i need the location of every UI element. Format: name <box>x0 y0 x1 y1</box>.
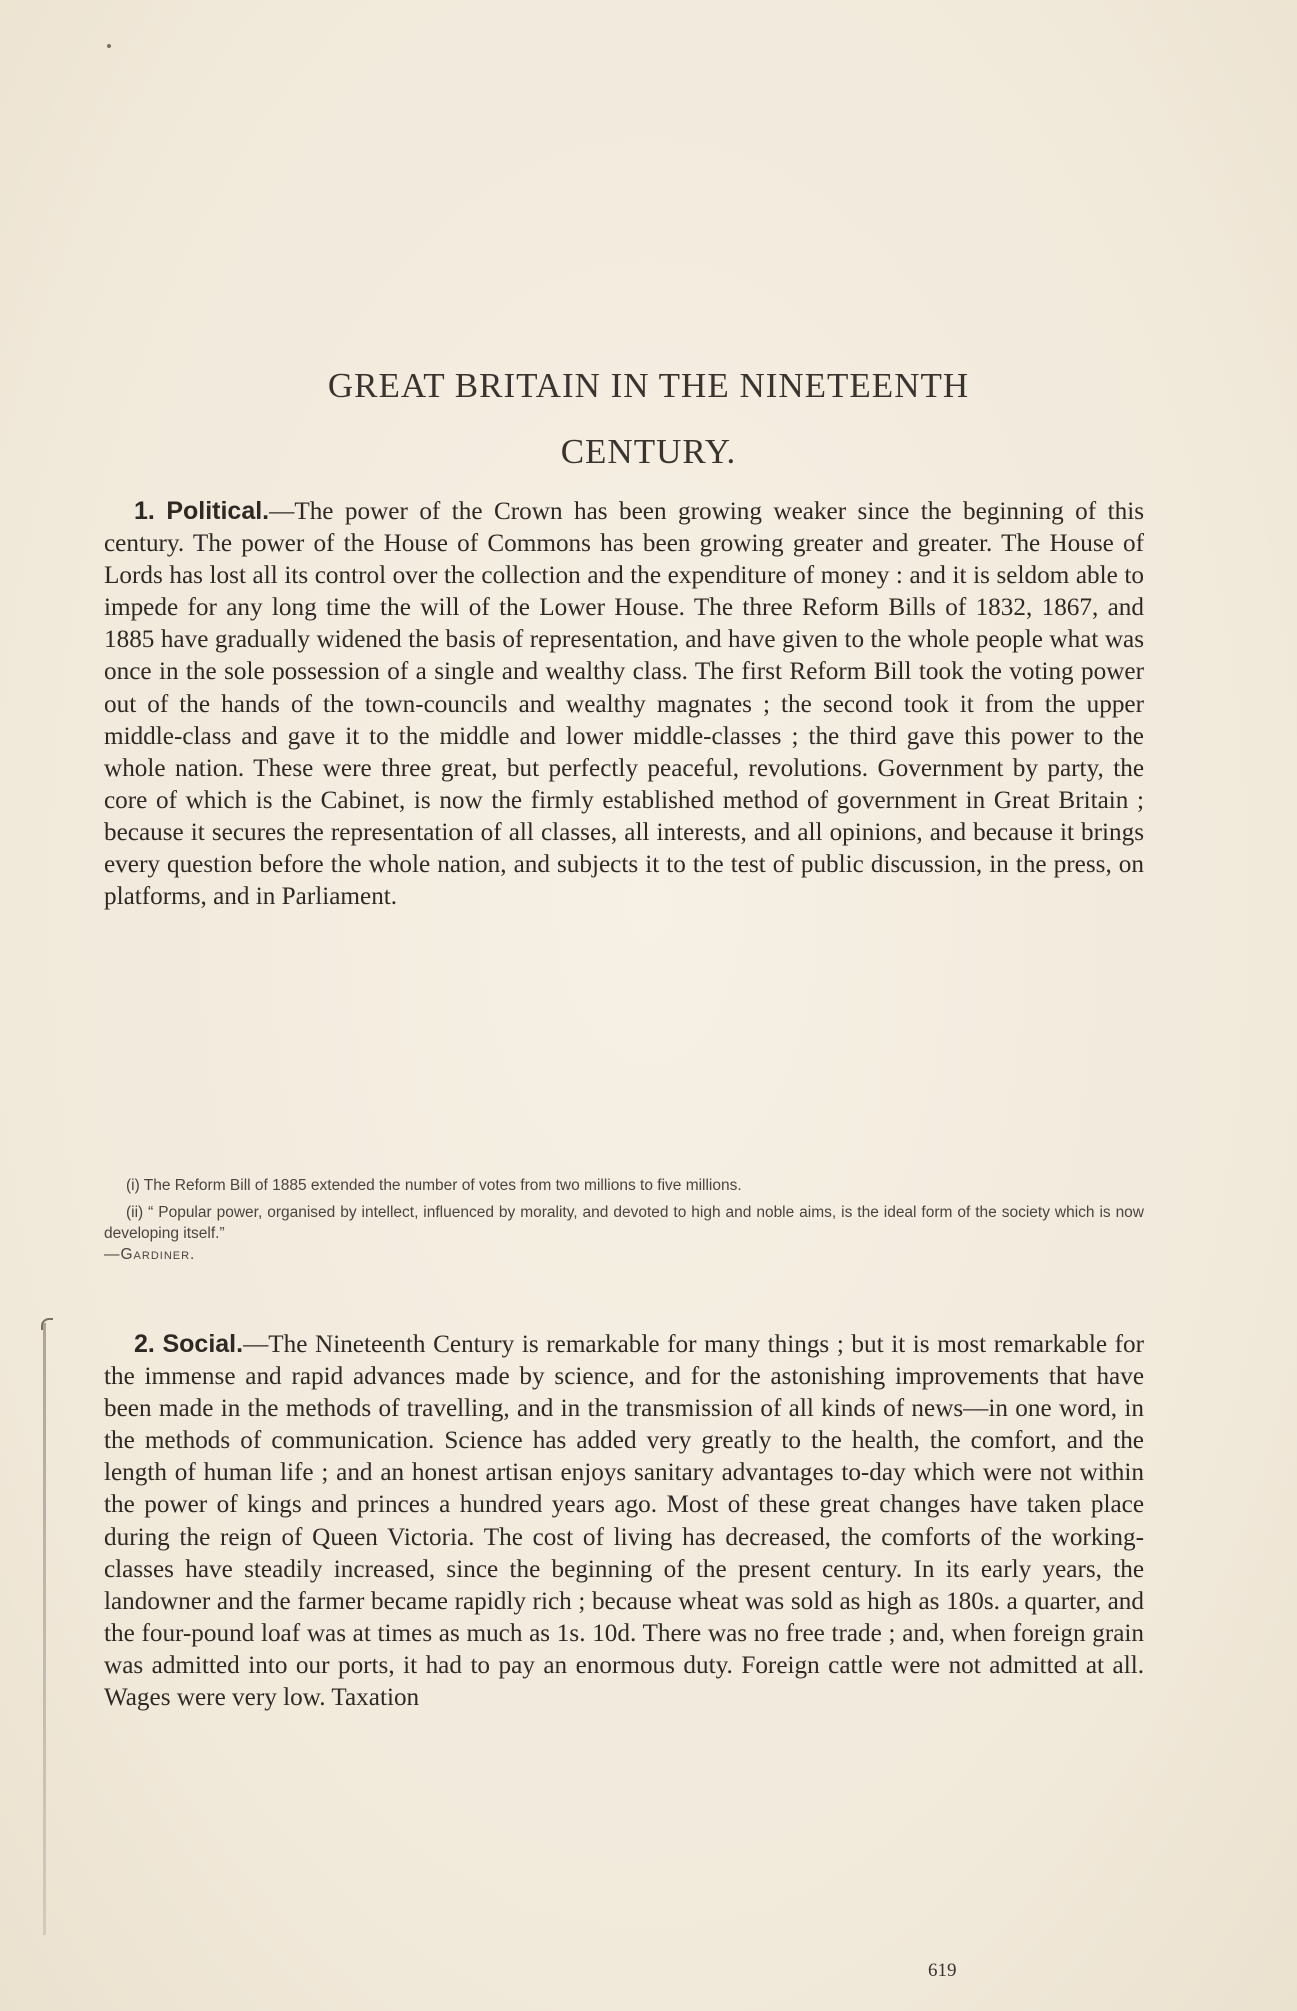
footnote-2 <box>104 1202 1144 1265</box>
footnotes <box>104 1175 1144 1271</box>
section-political <box>104 495 1144 913</box>
footnote-2-text: (ii) “ Popular power, organised by intellect, influenced by morality, and devoted to high and noble aims, is the ideal form of the society which is now developing itself.” <box>104 1204 1144 1242</box>
section-social <box>104 1328 1144 1714</box>
margin-pencil-line <box>43 1323 46 1935</box>
chapter-title-line-2: CENTURY. <box>560 432 737 471</box>
political-heading: Political. <box>166 497 270 525</box>
social-text: —The Nineteenth Century is remarkable for many things ; but it is most remarkable for the immense and rapid advances made by science, and for the astonishing improvements that have been made in the methods of travelling, and in the transmission of all kinds of news—in one word, in the methods of communication. Science has added very greatly to the health, the comfort, and the length of human life ; and an honest artisan enjoys sanitary advantages to-day which were not within the power of kings and princes a hundred years ago. Most of these great changes have taken place during the reign of Queen Victoria. The cost of living has decreased, the comforts of the working-classes have steadily increased, since the beginning of the present century. In its early years, the landowner and the farmer became rapidly rich ; because wheat was sold as high as 180s. a quarter, and the four-pound loaf was at times as much as 1s. 10d. There was no free trade ; and, when foreign grain was admitted into our ports, it had to pay an enormous duty. Foreign cattle were not admitted at all. Wages were very low. Taxation <box>104 1331 1145 1712</box>
social-heading: Social. <box>162 1330 244 1358</box>
ink-speck <box>107 44 111 48</box>
political-number: 1. <box>134 497 155 525</box>
footnote-1: (i) The Reform Bill of 1885 extended the number of votes from two millions to five millions. <box>126 1177 742 1194</box>
political-paragraph <box>104 495 1144 913</box>
political-text: —The power of the Crown has been growing weaker since the beginning of this century. The power of the House of Commons has been growing greater and greater. The House of Lords has lost all its control over the collection and the expenditure of money : and it is seldom able to impede for any long time the will of the Lower House. The three Reform Bills of 1832, 1867, and 1885 have gradually widened the basis of representation, and have given to the whole people what was once in the sole possession of a single and wealthy class. The first Reform Bill took the voting power out of the hands of the town-councils and wealthy magnates ; the second took it from the upper middle-class and gave it to the middle and lower middle-classes ; the third gave this power to the whole nation. These were three great, but perfectly peaceful, revolutions. Government by party, the core of which is the Cabinet, is now the firmly established method of government in Great Britain ; because it secures the representation of all classes, all interests, and all opinions, and because it brings every question before the whole nation, and subjects it to the test of public discussion, in the press, on platforms, and in Parliament. <box>104 498 1144 911</box>
page-number: 619 <box>928 1960 957 1981</box>
social-number: 2. <box>134 1330 155 1358</box>
footnote-2-signature: —Gardiner. <box>104 1246 196 1263</box>
chapter-title-line-1: GREAT BRITAIN IN THE NINETEENTH <box>327 366 970 405</box>
social-paragraph <box>104 1328 1144 1714</box>
